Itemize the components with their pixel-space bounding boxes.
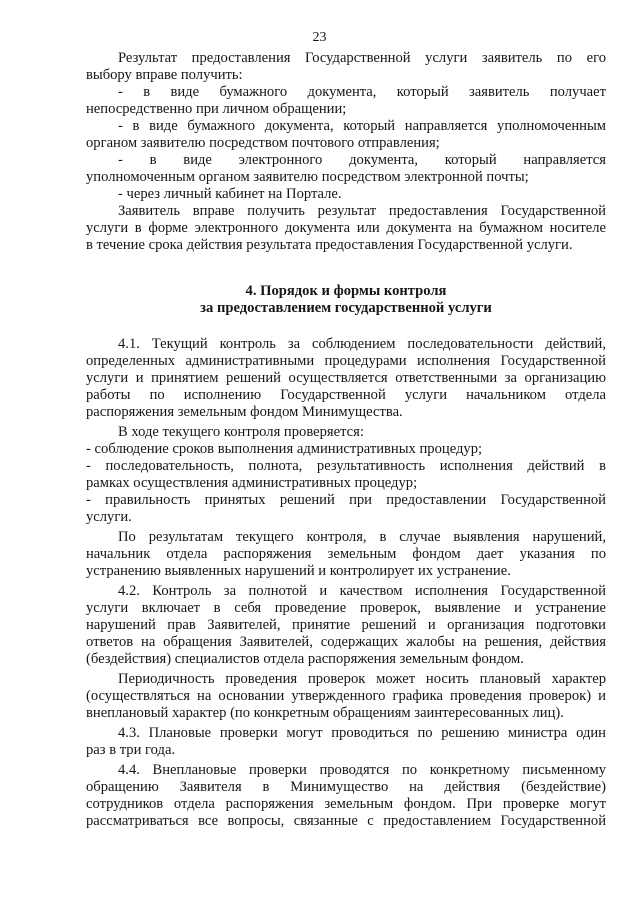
text-line: - в виде электронного документа, который направляется (118, 152, 606, 168)
text-line: в течение срока действия результата предоставления Государственной услуги. (86, 237, 573, 253)
section-heading (86, 283, 606, 317)
heading-line-1: 4. Порядок и формы контроля (245, 283, 447, 299)
text-line: услуги включает в себя проведение проверок, выявление и устранение (86, 600, 606, 616)
text-line: сотрудников отдела распоряжения земельным фондом. При проверке могут (86, 796, 606, 812)
text-line: Заявитель вправе получить результат предоставления Государственной (118, 203, 606, 219)
text-line: услуги в форме электронного документа или документа на бумажном носителе (86, 220, 606, 236)
text-line: По результатам текущего контроля, в случае выявления нарушений, (118, 529, 606, 545)
text-line: работы по исполнению Государственной услуги начальником отдела (86, 387, 606, 403)
text-line: 4.4. Внеплановые проверки проводятся по конкретному письменному (118, 762, 606, 778)
text-line: устранению выявленных нарушений и контролирует их устранение. (86, 563, 511, 579)
text-line: определенных административными процедурами исполнения Государственной (86, 353, 606, 369)
text-line: раз в три года. (86, 742, 176, 758)
text-line: - правильность принятых решений при предоставлении Государственной (86, 492, 606, 508)
text-line: уполномоченным органом заявителю посредством электронной почты; (86, 169, 529, 185)
text-line: рассматриваться все вопросы, связанные с предоставлением Государственной (86, 813, 606, 829)
text-line: рамках осуществления административных процедур; (86, 475, 418, 491)
text-line: - в виде бумажного документа, который заявитель получает (118, 84, 606, 100)
text-line: непосредственно при личном обращении; (86, 101, 347, 117)
control-section (86, 336, 606, 830)
text-line: услуги и принятием решений осуществляется ответственными за организацию (86, 370, 606, 386)
text-line: услуги. (86, 509, 132, 525)
text-line: 4.3. Плановые проверки могут проводиться по решению министра один (118, 725, 606, 741)
text-line: 4.2. Контроль за полнотой и качеством исполнения Государственной (118, 583, 606, 599)
text-line: 4.1. Текущий контроль за соблюдением последовательности действий, (118, 336, 606, 352)
text-line: начальник отдела распоряжения земельным фондом дает указания по (86, 546, 606, 562)
heading-line-2: за предоставлением государственной услуги (200, 300, 492, 316)
text-line: (осуществляться на основании утвержденного графика проведения проверок) и (86, 688, 606, 704)
text-line: органом заявителю посредством почтового отправления; (86, 135, 440, 151)
text-line: обращению Заявителя в Минимущество на действия (бездействие) (86, 779, 606, 795)
text-line: - соблюдение сроков выполнения административных процедур; (86, 441, 483, 457)
text-line: нарушений прав Заявителей, принятие решений и организация подготовки (86, 617, 606, 633)
text-line: Периодичность проведения проверок может носить плановый характер (118, 671, 606, 687)
text-line: распоряжения земельным фондом Минимущества. (86, 404, 403, 420)
text-line: - в виде бумажного документа, который направляется уполномоченным (118, 118, 606, 134)
page-number: 23 (312, 30, 327, 45)
text-line: внеплановый характер (по конкретным обращениям заинтересованных лиц). (86, 705, 564, 721)
text-line: Результат предоставления Государственной услуги заявитель по его (118, 50, 606, 66)
text-line: - через личный кабинет на Портале. (118, 186, 342, 202)
text-line: В ходе текущего контроля проверяется: (118, 424, 364, 440)
text-line: - последовательность, полнота, результативность исполнения действий в (86, 458, 606, 474)
text-line: (бездействия) специалистов отдела распоряжения земельным фондом. (86, 651, 524, 667)
result-options-section (86, 50, 606, 254)
text-line: выбору вправе получить: (86, 67, 243, 83)
text-line: ответов на обращения Заявителей, содержащих жалобы на решения, действия (86, 634, 606, 650)
